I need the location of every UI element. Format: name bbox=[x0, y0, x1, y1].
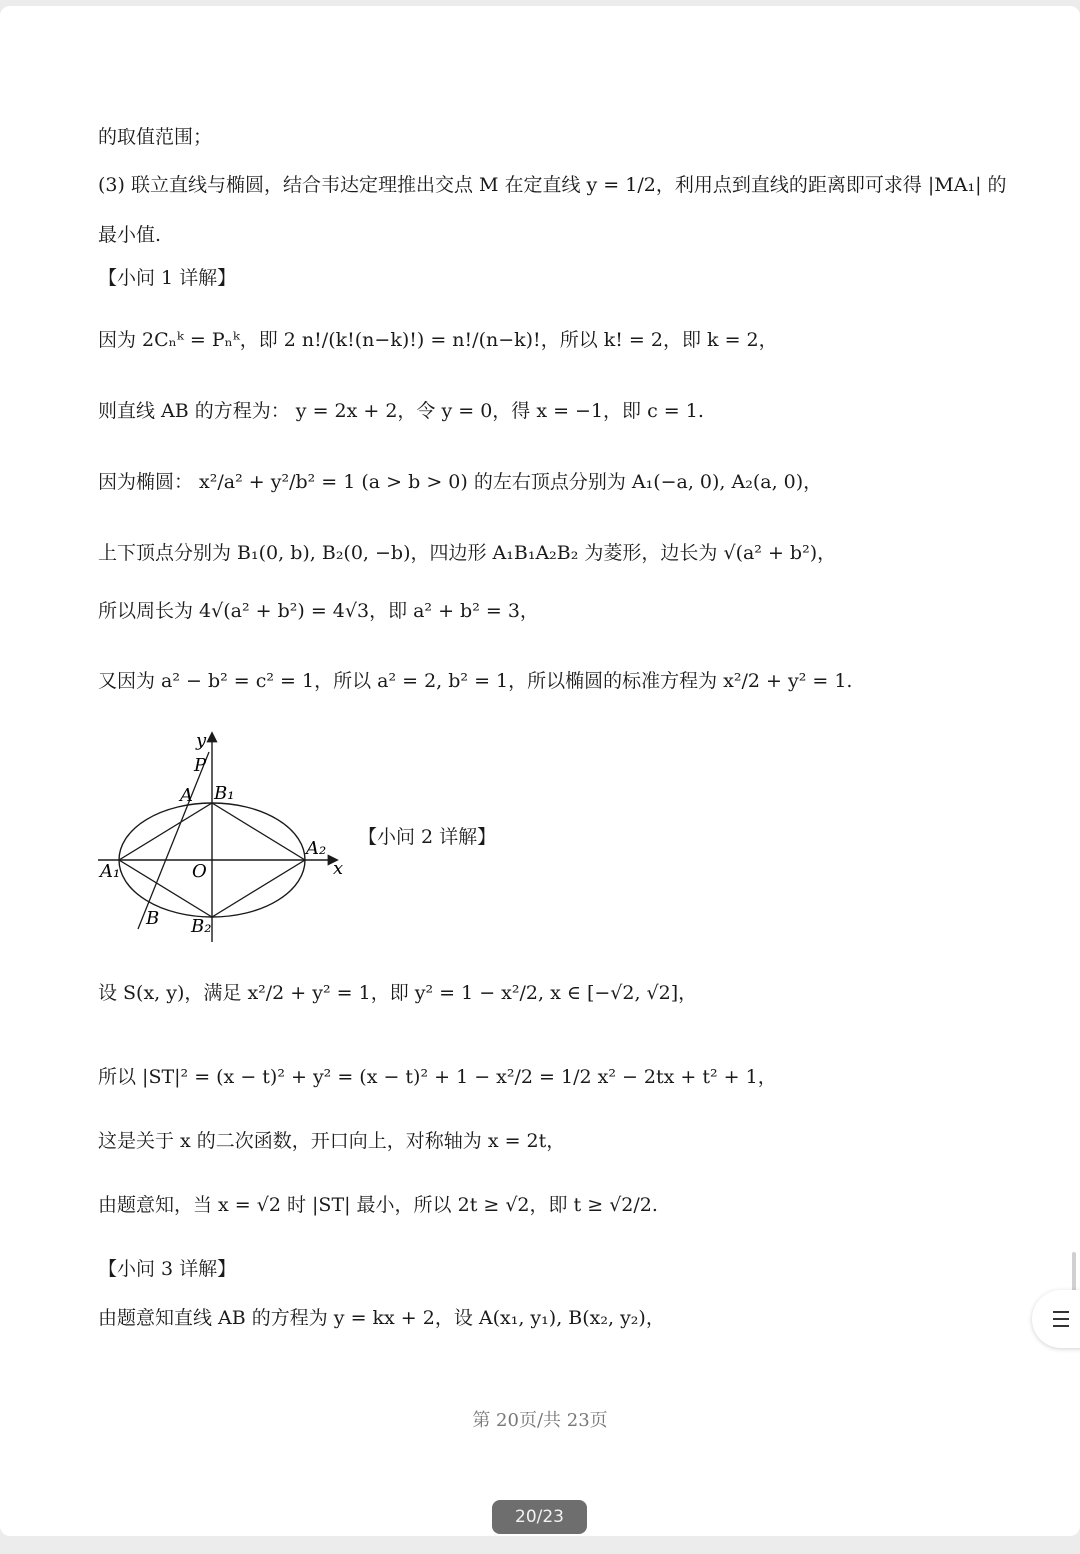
label-a: A bbox=[180, 785, 193, 806]
text-line: 上下顶点分别为 B₁(0, b), B₂(0, −b)，四边形 A₁B₁A₂B₂ 为菱形，边长为 √(a² + b²)， bbox=[98, 542, 837, 564]
text-line: 设 S(x, y)，满足 x²/2 + y² = 1，即 y² = 1 − x²/2, x ∈ [−√2, √2]， bbox=[98, 982, 698, 1004]
page-footer: 第 20页/共 23页 bbox=[472, 1410, 608, 1431]
text-line: 所以周长为 4√(a² + b²) = 4√3，即 a² + b² = 3， bbox=[98, 600, 539, 622]
text-line: 由题意知，当 x = √2 时 |ST| 最小，所以 2t ≥ √2，即 t ≥ √2/2. bbox=[98, 1194, 658, 1216]
label-b: B bbox=[146, 908, 160, 929]
text-line: 的取值范围； bbox=[98, 126, 213, 148]
line-ab bbox=[138, 752, 209, 929]
label-b2: B₂ bbox=[191, 916, 212, 937]
label-y: y bbox=[196, 730, 207, 751]
text-line: 所以 |ST|² = (x − t)² + y² = (x − t)² + 1 − x²/2 = 1/2 x² − 2tx + t² + 1， bbox=[98, 1066, 777, 1088]
page-indicator: 20/23 bbox=[492, 1500, 587, 1534]
label-x: x bbox=[333, 858, 344, 879]
text-line: 由题意知直线 AB 的方程为 y = kx + 2，设 A(x₁, y₁), B(x₂, y₂)， bbox=[98, 1307, 665, 1329]
text-line: 这是关于 x 的二次函数，开口向上，对称轴为 x = 2t， bbox=[98, 1130, 566, 1152]
label-a1: A₁ bbox=[100, 861, 121, 882]
document-page bbox=[0, 6, 1080, 1536]
label-p: P bbox=[194, 755, 207, 776]
ellipse-diagram bbox=[96, 724, 354, 946]
text-line: 因为 2Cₙᵏ = Pₙᵏ，即 2 n!/(k!(n−k)!) = n!/(n−k)!，所以 k! = 2，即 k = 2， bbox=[98, 329, 778, 351]
text-line: 因为椭圆： x²/a² + y²/b² = 1 (a > b > 0) 的左右顶点分别为 A₁(−a, 0), A₂(a, 0)， bbox=[98, 471, 823, 493]
label-b1: B₁ bbox=[214, 783, 235, 804]
label-a2: A₂ bbox=[306, 838, 327, 859]
section-heading: 【小问 3 详解】 bbox=[98, 1258, 237, 1280]
label-o: O bbox=[192, 861, 207, 882]
menu-icon bbox=[1053, 1311, 1069, 1327]
text-line: 又因为 a² − b² = c² = 1，所以 a² = 2, b² = 1，所以椭圆的标准方程为 x²/2 + y² = 1. bbox=[98, 670, 853, 692]
section-heading: 【小问 1 详解】 bbox=[98, 267, 237, 289]
section-heading: 【小问 2 详解】 bbox=[358, 826, 497, 848]
text-line: 则直线 AB 的方程为： y = 2x + 2，令 y = 0，得 x = −1，即 c = 1. bbox=[98, 400, 704, 422]
text-line: (3) 联立直线与椭圆，结合韦达定理推出交点 M 在定直线 y = 1/2，利用点到直线的距离即可求得 |MA₁| 的 bbox=[98, 174, 1007, 196]
text-line: 最小值. bbox=[98, 224, 162, 246]
